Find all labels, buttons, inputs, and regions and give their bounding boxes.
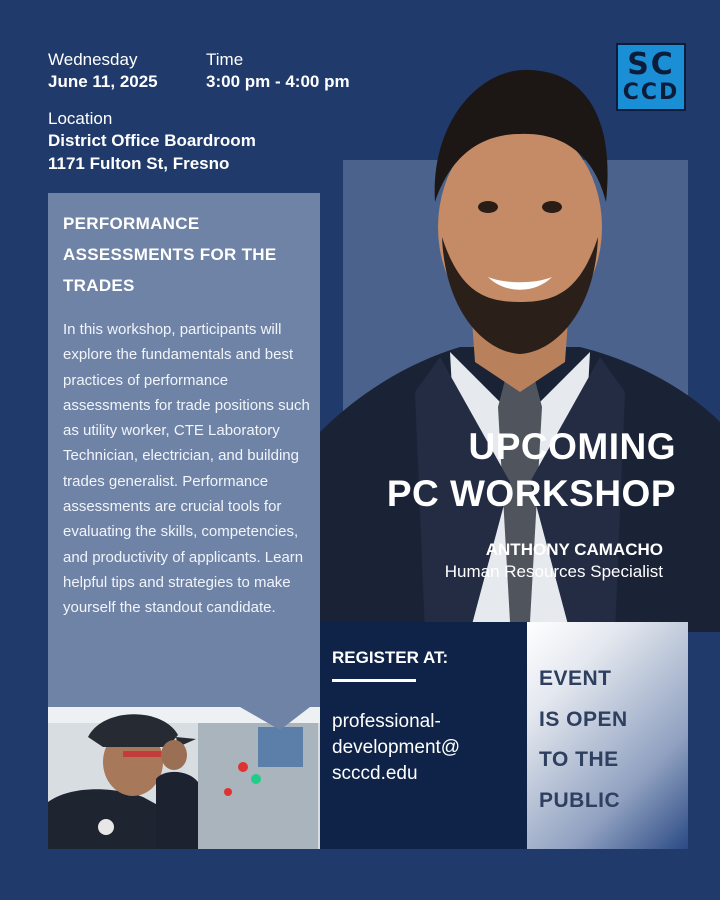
logo-line-1: SC	[627, 47, 675, 82]
location-name: District Office Boardroom	[48, 131, 256, 150]
public-line-4: PUBLIC	[539, 788, 621, 812]
time-label: Time	[206, 50, 244, 69]
email-line-3: scccd.edu	[332, 763, 418, 784]
speaker-title: Human Resources Specialist	[444, 562, 663, 581]
public-notice	[539, 659, 679, 821]
email-line-2: development@	[332, 737, 461, 758]
register-label: REGISTER AT:	[332, 648, 449, 667]
location-label: Location	[48, 109, 113, 128]
register-email[interactable]	[332, 709, 522, 787]
public-line-3: TO THE	[539, 748, 619, 771]
workshop-title: PERFORMANCE ASSESSMENTS FOR THE TRADES	[63, 214, 277, 295]
headline-line-1: UPCOMING	[468, 426, 676, 467]
event-time: 3:00 pm - 4:00 pm	[206, 72, 350, 91]
day-label: Wednesday	[48, 50, 138, 69]
speaker-name: ANTHONY CAMACHO	[485, 540, 663, 559]
public-line-1: EVENT	[539, 667, 612, 690]
event-date: June 11, 2025	[48, 72, 158, 91]
email-line-1: professional-	[332, 711, 441, 732]
public-line-2: IS OPEN	[539, 707, 628, 731]
headline-line-2: PC WORKSHOP	[386, 473, 676, 514]
workshop-description: In this workshop, participants will explore the fundamentals and best practices of performance assessments for trade positions such as utility worker, CTE Laboratory Technician, electrician, and building trades generalist. Performance assessments are crucial tools for evaluating the skills, competencies, and productivity of applicants. Learn helpful tips and strategies to make yourself the standout candidate.	[63, 321, 310, 617]
headline	[343, 423, 676, 517]
location-address: 1171 Fulton St, Fresno	[48, 154, 230, 173]
panel-notch	[240, 700, 310, 730]
register-divider	[332, 679, 416, 682]
logo-line-2: CCD	[622, 80, 680, 105]
